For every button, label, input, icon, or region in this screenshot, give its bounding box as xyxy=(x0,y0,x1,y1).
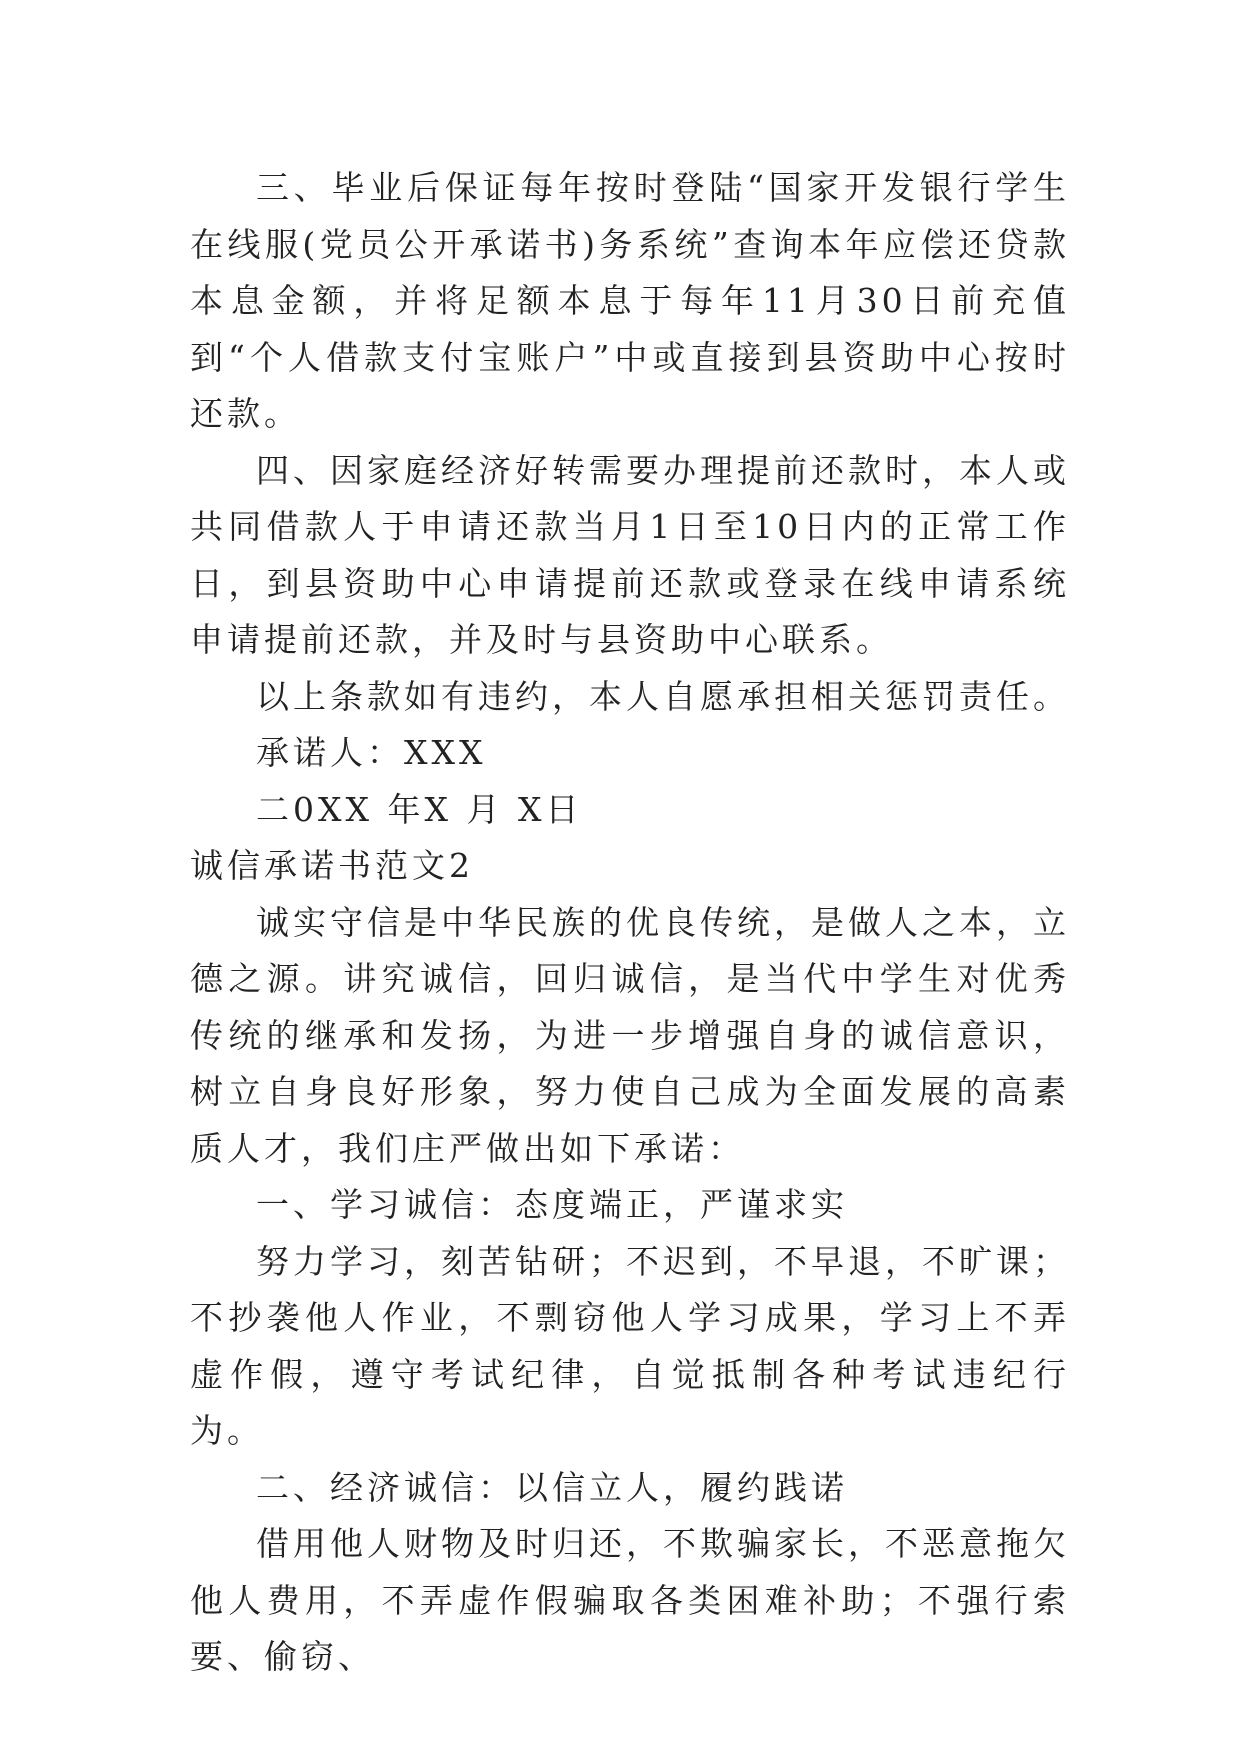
paragraph-early-repayment: 四、因家庭经济好转需要办理提前还款时，本人或共同借款人于申请还款当月1日至10日内的正常工作日，到县资助中心申请提前还款或登录在线申请系统申请提前还款，并及时与县资助中心联系。 xyxy=(190,450,1070,659)
paragraph-study-integrity: 努力学习，刻苦钻研；不迟到，不早退，不旷课；不抄袭他人作业，不剽窃他人学习成果，学习上不弄虚作假，遵守考试纪律，自觉抵制各种考试违纪行为。 xyxy=(190,1241,1070,1450)
section-title: 诚信承诺书范文2 xyxy=(190,846,474,885)
heading-economic-integrity: 二、经济诚信：以信立人，履约践诺 xyxy=(256,1467,848,1507)
promisor-signature: 承诺人：XXX xyxy=(256,733,487,772)
paragraph-repayment-inquiry: 三、毕业后保证每年按时登陆“国家开发银行学生在线服(党员公开承诺书)务系统”查询本年应偿还贷款本息金额，并将足额本息于每年11月30日前充值到“个人借款支付宝账户”中或直接到县资助中心按时还款。 xyxy=(190,168,1070,433)
paragraph-intro: 诚实守信是中华民族的优良传统，是做人之本，立德之源。讲究诚信，回归诚信，是当代中学生对优秀传统的继承和发扬，为进一步增强自身的诚信意识，树立自身良好形象，努力使自己成为全面发展的高素质人才，我们庄严做出如下承诺： xyxy=(190,902,1070,1168)
signature-date: 二0XX 年X 月 X日 xyxy=(256,789,583,829)
heading-study-integrity: 一、学习诚信：态度端正，严谨求实 xyxy=(256,1185,848,1224)
paragraph-breach-clause: 以上条款如有违约，本人自愿承担相关惩罚责任。 xyxy=(256,676,1070,716)
document-body xyxy=(190,160,1070,1686)
paragraph-economic-integrity: 借用他人财物及时归还，不欺骗家长，不恶意拖欠他人费用，不弄虚作假骗取各类困难补助；不强行索要、偷窃、 xyxy=(190,1524,1070,1676)
